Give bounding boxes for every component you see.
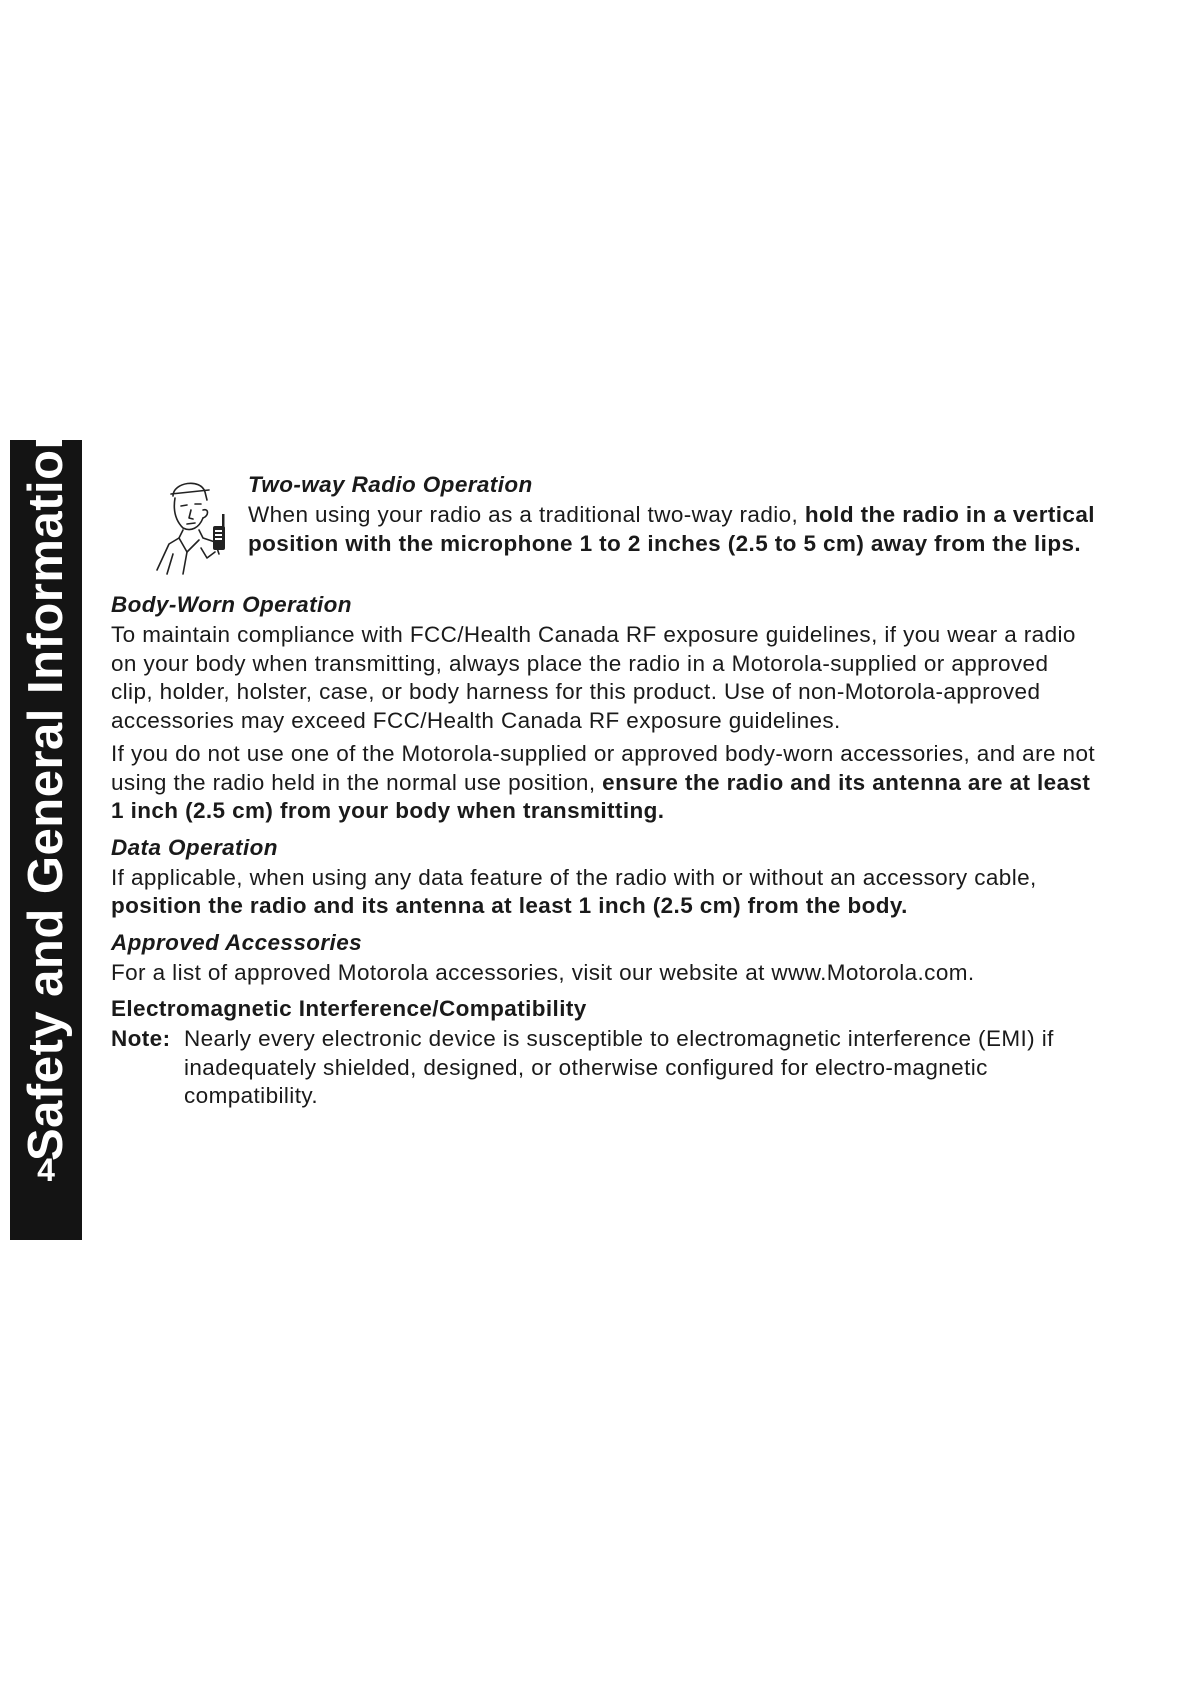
section-tab-title-wrap	[10, 419, 82, 1161]
emi-heading: Electromagnetic Interference/Compatibility	[111, 996, 587, 1021]
note-label: Note:	[111, 1026, 171, 1051]
person-with-radio-icon	[143, 474, 243, 578]
page-number: 4	[37, 1152, 55, 1188]
approved-accessories-text: For a list of approved Motorola accessories, visit our website at www.Motorola.com.	[111, 959, 975, 985]
note-text: Nearly every electronic device is susceptible to electromagnetic interference (EMI) if inadequately shielded, designed, or otherwise configured for electro-magnetic compatibility.	[184, 1026, 1054, 1108]
emi-note	[111, 1025, 1096, 1111]
two-way-text: When using your radio as a traditional two-way radio, hold the radio in a vertical position with the microphone 1 to 2 inches (2.5 to 5 cm) away from the lips.	[248, 502, 1095, 556]
data-operation-heading: Data Operation	[111, 834, 278, 860]
page-content	[111, 468, 1096, 1111]
section-tab-title: Safety and General Information	[19, 419, 73, 1161]
approved-accessories-heading: Approved Accessories	[111, 929, 363, 955]
body-worn-heading: Body-Worn Operation	[111, 592, 352, 617]
two-way-heading: Two-way Radio Operation	[248, 472, 533, 497]
body-worn-paragraph-1: To maintain compliance with FCC/Health Canada RF exposure guidelines, if you wear a radio on your body when transmitting, always place the radio in a Motorola-supplied or approved clip, holder, holster, case, or body harness for this product. Use of non-Motorola-approved accessories may exceed FCC/Health Canada RF exposure guidelines.	[111, 622, 1076, 733]
two-way-section	[111, 468, 1096, 588]
body-worn-paragraph-2: If you do not use one of the Motorola-supplied or approved body-worn accessories, and are not using the radio held in the normal use position, ensure the radio and its antenna are at least 1 inch (2.5 cm) from your body when transmitting.	[111, 741, 1096, 823]
data-operation-text: If applicable, when using any data feature of the radio with or without an accessory cable, position the radio and its antenna at least 1 inch (2.5 cm) from the body.	[111, 864, 1037, 918]
